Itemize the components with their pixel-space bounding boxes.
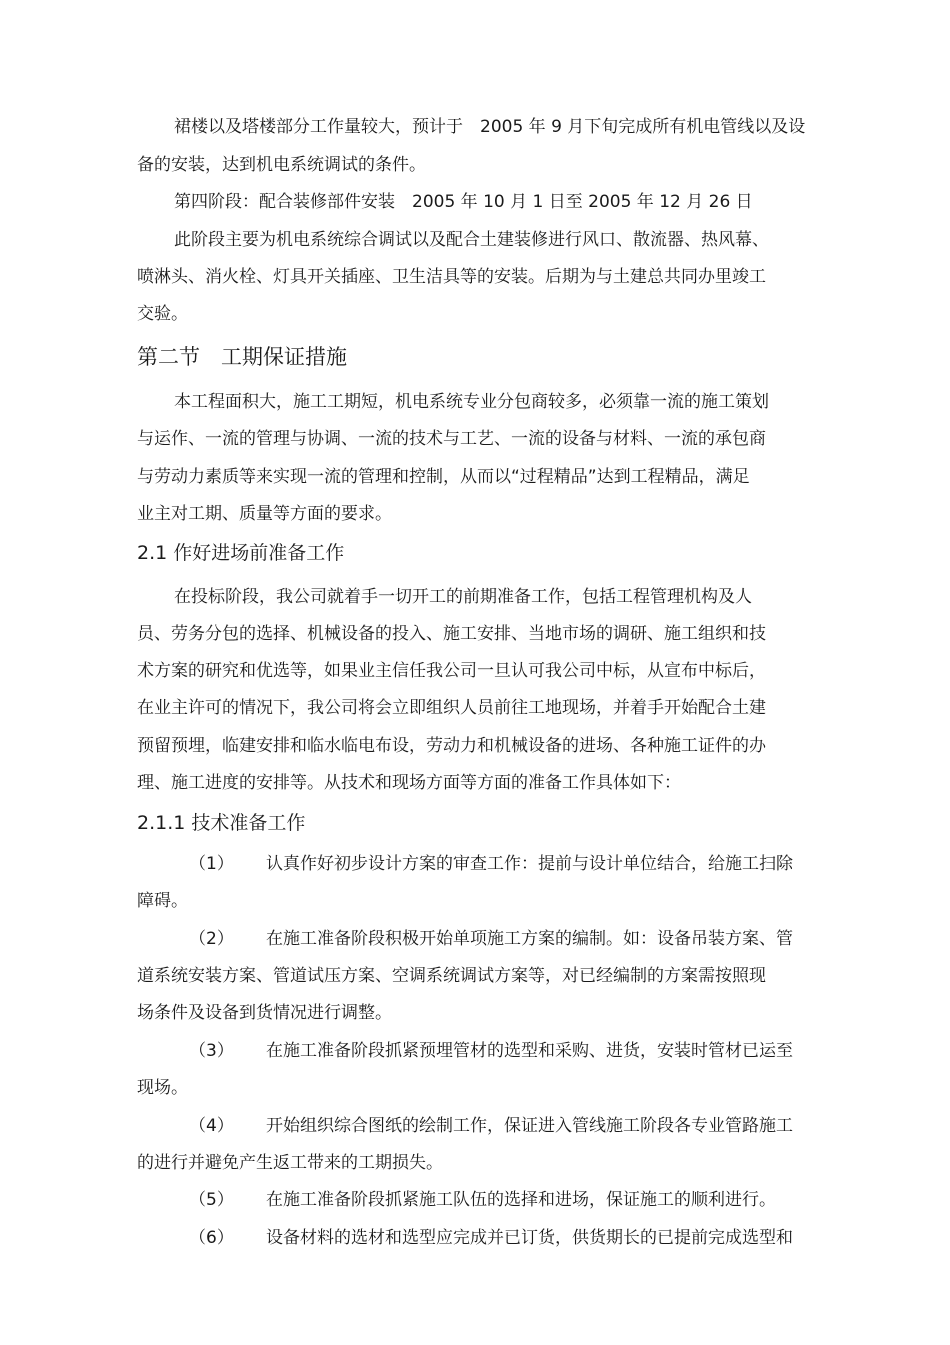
list-item [189, 853, 793, 875]
item-text: 在施工准备阶段抓紧预埋管材的选型和采购、进货，安装时管材已运至 [266, 1041, 793, 1061]
item-number: （5） [189, 1190, 234, 1210]
list-item [189, 1040, 793, 1062]
list-item [189, 1227, 793, 1249]
paragraph-line: 喷淋头、消火栓、灯具开关插座、卫生洁具等的安装。后期为与土建总共同办里竣工 [137, 267, 766, 287]
section-heading: 第二节 工期保证措施 [137, 345, 347, 369]
item-number: （6） [189, 1228, 234, 1248]
list-item [189, 928, 793, 950]
paragraph-line: 本工程面积大，施工工期短，机电系统专业分包商较多，必须靠一流的施工策划 [174, 392, 769, 412]
stage-line: 第四阶段：配合装修部件安装 2005 年 10 月 1 日至 2005 年 12 月 26 日 [174, 192, 753, 212]
paragraph-line: 预留预埋，临建安排和临水临电布设，劳动力和机械设备的进场、各种施工证件的办 [137, 736, 766, 756]
paragraph-line: 道系统安装方案、管道试压方案、空调系统调试方案等，对已经编制的方案需按照现 [137, 966, 766, 986]
list-item [189, 1189, 776, 1211]
item-number: （1） [189, 854, 234, 874]
paragraph-line: 现场。 [137, 1078, 188, 1098]
paragraph-line: 场条件及设备到货情况进行调整。 [137, 1003, 392, 1023]
item-text: 开始组织综合图纸的绘制工作，保证进入管线施工阶段各专业管路施工 [266, 1116, 793, 1136]
paragraph-line: 交验。 [137, 304, 188, 324]
paragraph-line: 此阶段主要为机电系统综合调试以及配合土建装修进行风口、散流器、热风幕、 [174, 230, 769, 250]
paragraph-line: 理、施工进度的安排等。从技术和现场方面等方面的准备工作具体如下： [137, 773, 681, 793]
paragraph-line: 的进行并避免产生返工带来的工期损失。 [137, 1153, 443, 1173]
item-number: （2） [189, 929, 234, 949]
paragraph-line: 障碍。 [137, 891, 188, 911]
item-text: 认真作好初步设计方案的审查工作：提前与设计单位结合，给施工扫除 [266, 854, 793, 874]
paragraph-line: 在业主许可的情况下，我公司将会立即组织人员前往工地现场，并着手开始配合土建 [137, 698, 766, 718]
subsubsection-heading: 2.1.1 技术准备工作 [137, 812, 306, 834]
item-number: （3） [189, 1041, 234, 1061]
paragraph-line: 与劳动力素质等来实现一流的管理和控制，从而以“过程精品”达到工程精品，满足 [137, 467, 750, 487]
item-text: 在施工准备阶段抓紧施工队伍的选择和进场，保证施工的顺利进行。 [266, 1190, 776, 1210]
item-text: 设备材料的选材和选型应完成并已订货，供货期长的已提前完成选型和 [266, 1228, 793, 1248]
paragraph-line: 与运作、一流的管理与协调、一流的技术与工艺、一流的设备与材料、一流的承包商 [137, 429, 766, 449]
paragraph-line: 裙楼以及塔楼部分工作量较大，预计于 2005 年 9 月下旬完成所有机电管线以及设 [174, 117, 806, 137]
paragraph-line: 在投标阶段，我公司就着手一切开工的前期准备工作，包括工程管理机构及人 [174, 587, 752, 607]
paragraph-line: 备的安装，达到机电系统调试的条件。 [137, 155, 426, 175]
paragraph-line: 术方案的研究和优选等，如果业主信任我公司一旦认可我公司中标，从宣布中标后， [137, 661, 766, 681]
item-text: 在施工准备阶段积极开始单项施工方案的编制。如：设备吊装方案、管 [266, 929, 793, 949]
paragraph-line: 业主对工期、质量等方面的要求。 [137, 504, 392, 524]
list-item [189, 1115, 793, 1137]
item-number: （4） [189, 1116, 234, 1136]
paragraph-line: 员、劳务分包的选择、机械设备的投入、施工安排、当地市场的调研、施工组织和技 [137, 624, 766, 644]
subsection-heading: 2.1 作好进场前准备工作 [137, 542, 345, 564]
